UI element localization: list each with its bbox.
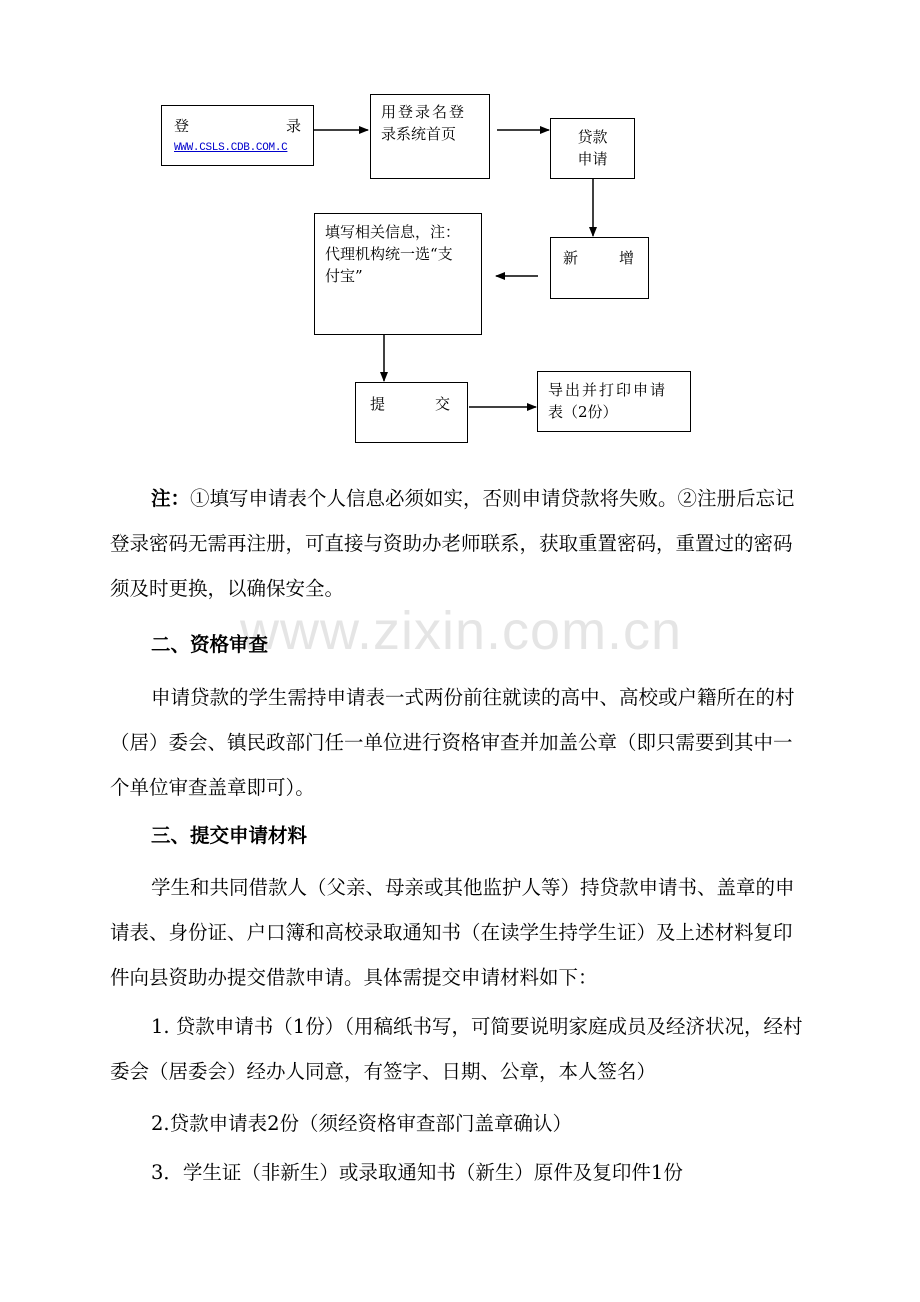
fill-info-line1: 填写相关信息，注： — [325, 223, 461, 241]
homepage-line2: 录系统首页 — [381, 125, 457, 143]
add-new-label-left: 新 — [563, 249, 579, 267]
submit-box — [355, 382, 468, 443]
section3-body: 学生和共同借款人（父亲、母亲或其他监护人等）持贷款申请书、盖章的申请表、身份证、户口簿和高校录取通知书（在读学生持学生证）及上述材料复印件向县资助办提交借款申请。具体需提交申请材料如下： — [110, 876, 795, 989]
fill-info-box — [314, 213, 482, 335]
add-new-box — [550, 237, 649, 299]
fill-info-line2: 代理机构统一选“支 — [325, 245, 453, 263]
homepage-line1: 用登录名登 — [381, 103, 467, 121]
section2-body: 申请贷款的学生需持申请表一式两份前往就读的高中、高校或户籍所在的村（居）委会、镇民政部门任一单位进行资格审查并加盖公章（即只需要到其中一个单位审查盖章即可）。 — [110, 686, 795, 799]
submit-label-left: 提 — [370, 395, 386, 413]
section3-item-1: 1. 贷款申请书（1份）（用稿纸书写，可简要说明家庭成员及经济状况，经村委会（居委会）经办人同意，有签字、日期、公章，本人签名） — [110, 1015, 803, 1083]
loan-apply-line2: 申请 — [577, 150, 608, 168]
add-new-label-right: 增 — [618, 249, 634, 267]
section3-item-2: 2.贷款申请表2份（须经资格审查部门盖章确认） — [151, 1112, 573, 1135]
export-print-line1: 导出并打印申请 — [548, 381, 668, 399]
loan-apply-line1: 贷款 — [577, 128, 608, 146]
login-url-link[interactable]: WWW.CSLS.CDB.COM.C — [174, 142, 288, 154]
loan-apply-box — [550, 118, 635, 179]
note-text: ①填写申请表个人信息必须如实，否则申请贷款将失败。②注册后忘记登录密码无需再注册，可直接与资助办老师联系，获取重置密码，重置过的密码须及时更换，以确保安全。 — [110, 487, 795, 600]
watermark-text: www.zixin.com.cn — [240, 601, 683, 661]
homepage-box — [370, 94, 490, 179]
submit-label-right: 交 — [434, 395, 450, 413]
fill-info-line3: 付宝” — [325, 267, 363, 285]
login-label-left: 登 — [174, 117, 190, 135]
note-label: 注： — [151, 487, 191, 510]
export-print-box — [537, 371, 691, 432]
export-print-line2: 表（2份） — [548, 403, 618, 421]
section3-item-3: 3．学生证（非新生）或录取通知书（新生）原件及复印件1份 — [151, 1161, 683, 1184]
login-box — [161, 105, 314, 166]
section3-heading: 三、提交申请材料 — [151, 824, 308, 847]
note-paragraph — [110, 476, 810, 611]
login-label-right: 录 — [285, 117, 301, 135]
section2-heading: 二、资格审查 — [151, 633, 269, 656]
